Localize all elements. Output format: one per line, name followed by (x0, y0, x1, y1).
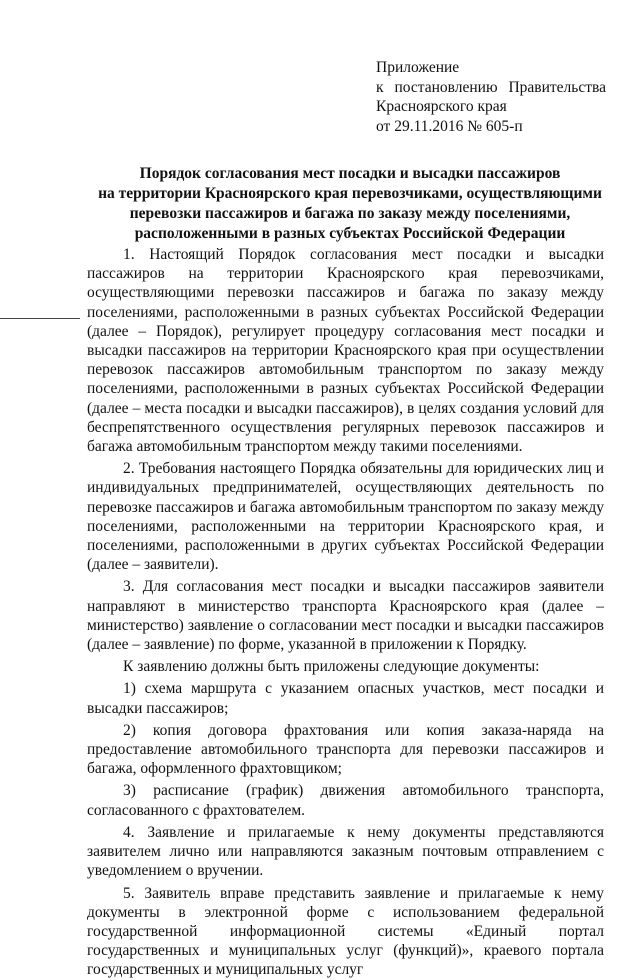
title-line-4: расположенными в разных субъектах Российской Федерации (134, 225, 566, 242)
attachment-item-2: 2) копия договора фрахтования или копия заказа-наряда на предоставление автомобильного транспорта для перевозки пассажиров и багажа, оформленного фрахтовщиком; (87, 721, 604, 778)
document-body (87, 245, 604, 980)
title-line-3: перевозки пассажиров и багажа по заказу между поселениями, (129, 205, 571, 222)
title-line-1: Порядок согласования мест посадки и высадки пассажиров (139, 165, 561, 182)
paragraph-1: 1. Настоящий Порядок согласования мест посадки и высадки пассажиров на территории Красноярского края перевозчиками, осуществляющими перевозки пассажиров и багажа по заказу между поселениями, расположенными в разных субъектах Российской Федерации (далее – Порядок), регулирует процедуру согласования мест посадки и высадки пассажиров на территории Красноярского края при осуществлении перевозок пассажиров автомобильным транспортом по заказу между поселениями, расположенными в разных субъектах Российской Федерации (далее – места посадки и высадки пассажиров), в целях создания условий для беспрепятственного осуществления регулярных перевозок пассажиров и багажа автомобильным транспортом между такими поселениями. (87, 246, 604, 456)
appendix-line-2-word-1: к (376, 78, 384, 96)
attachment-item-1: 1) схема маршрута с указанием опасных участков, мест посадки и высадки пассажиров; (87, 680, 604, 717)
margin-rule (0, 318, 80, 319)
document-title (90, 164, 610, 244)
attachment-item-3: 3) расписание (график) движения автомобильного транспорта, согласованного с фрахтователем. (87, 782, 604, 819)
appendix-header (376, 58, 606, 136)
appendix-line-2-word-2: постановлению (394, 78, 498, 96)
paragraph-attachments-intro: К заявлению должны быть приложены следующие документы: (123, 658, 540, 676)
title-line-2: на территории Красноярского края перевозчиками, осуществляющими (98, 185, 602, 202)
appendix-line-3: Красноярского края (376, 98, 507, 115)
paragraph-2: 2. Требования настоящего Порядка обязательны для юридических лиц и индивидуальных предпринимателей, осуществляющих деятельность по перевозке пассажиров и багажа автомобильным транспортом по заказу между поселениями, расположенными на территории Красноярского края, и поселениями, расположенными в других субъектах Российской Федерации (далее – заявители). (87, 460, 604, 574)
appendix-line-1: Приложение (376, 59, 460, 76)
paragraph-5: 5. Заявитель вправе представить заявление и прилагаемые к нему документы в электронной форме с использованием федеральной государственной информационной системы «Единый портал государственных и муниципальных услуг (функций)», краевого портала государственных и муниципальных услуг (87, 884, 604, 979)
paragraph-4: 4. Заявление и прилагаемые к нему документы представляются заявителем лично или направляются заказным почтовым отправлением с уведомлением о вручении. (87, 823, 604, 880)
appendix-line-2-word-3: Правительства (508, 78, 606, 96)
appendix-line-2 (376, 78, 606, 98)
paragraph-3: 3. Для согласования мест посадки и высадки пассажиров заявители направляют в министерство транспорта Красноярского края (далее – министерство) заявление о согласовании мест посадки и высадки пассажиров (далее – заявление) по форме, указанной в приложении к Порядку. (87, 578, 604, 654)
appendix-line-4: от 29.11.2016 № 605-п (376, 117, 523, 135)
